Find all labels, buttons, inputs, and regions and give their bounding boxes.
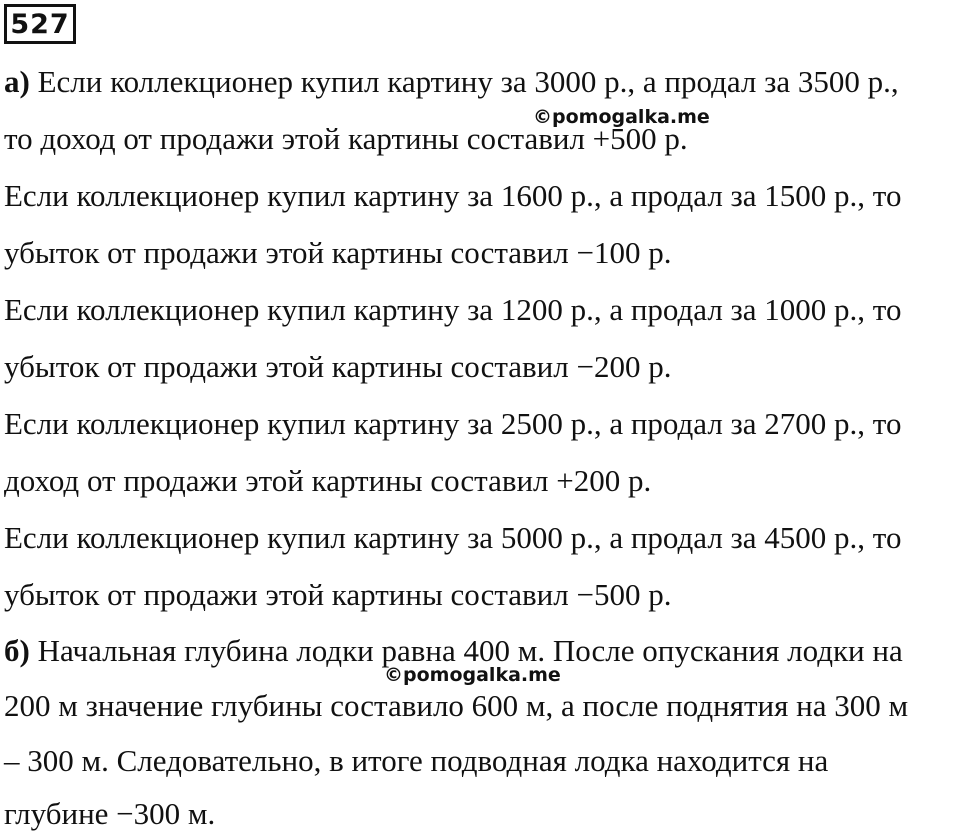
part-a-line-3: Если коллекционер купил картину за 1600 р., а продал за 1500 р., то	[4, 178, 902, 213]
part-b-label: б)	[4, 633, 30, 668]
part-a-line-4: убыток от продажи этой картины составил −100 р.	[4, 235, 672, 270]
part-b-text-1: Начальная глубина лодки равна 400 м. После опускания лодки на	[29, 633, 903, 668]
part-b-line-3: – 300 м. Следовательно, в итоге подводная лодка находится на	[4, 743, 829, 778]
part-a-line-1	[4, 62, 899, 102]
part-a-line-10: убыток от продажи этой картины составил −500 р.	[4, 577, 672, 612]
task-number: 527	[4, 4, 76, 44]
part-b-line-2: 200 м значение глубины составило 600 м, а после поднятия на 300 м	[4, 688, 909, 723]
watermark-bottom: ©pomogalka.me	[384, 664, 561, 686]
part-a-line-7: Если коллекционер купил картину за 2500 р., а продал за 2700 р., то	[4, 406, 902, 441]
part-b-line-4: глубине −300 м.	[4, 796, 216, 831]
part-a-label: а)	[4, 64, 30, 99]
part-a-text-1: Если коллекционер купил картину за 3000 р., а продал за 3500 р.,	[29, 64, 899, 99]
part-a-line-8: доход от продажи этой картины составил +200 р.	[4, 463, 652, 498]
part-a-line-2: то доход от продажи этой картины составил +500 р.	[4, 121, 688, 156]
part-a-line-5: Если коллекционер купил картину за 1200 р., а продал за 1000 р., то	[4, 292, 902, 327]
part-a-line-9: Если коллекционер купил картину за 5000 р., а продал за 4500 р., то	[4, 520, 902, 555]
part-a-line-6: убыток от продажи этой картины составил −200 р.	[4, 349, 672, 384]
watermark-top: ©pomogalka.me	[533, 106, 710, 128]
